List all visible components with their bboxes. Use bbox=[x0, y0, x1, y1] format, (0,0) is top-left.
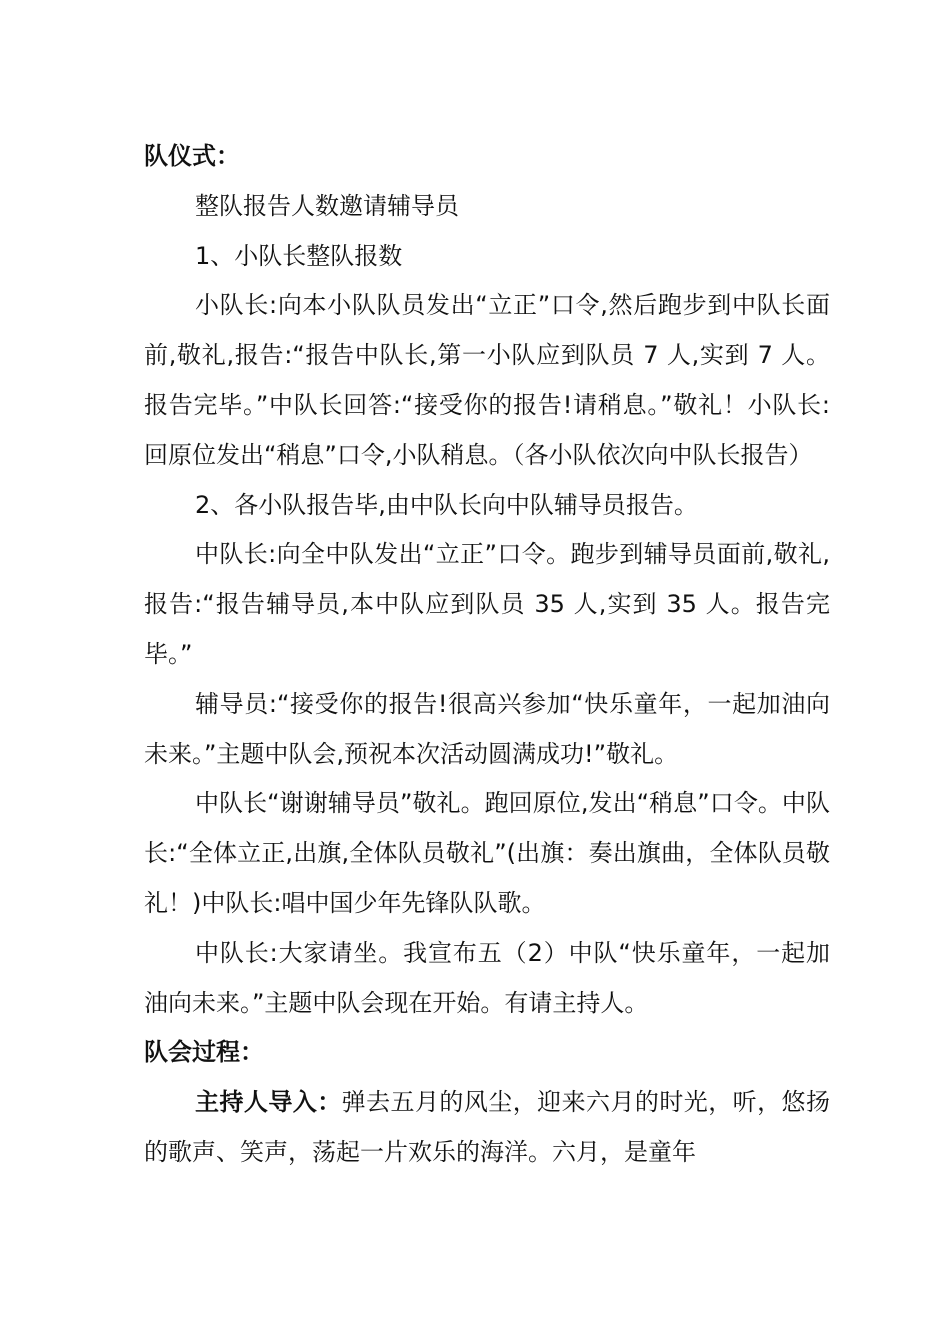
paragraph: 2、各小队报告毕,由中队长向中队辅导员报告。 bbox=[195, 490, 698, 519]
host-intro-text: 弹去五月的风尘，迎来六月的时光，听，悠扬的歌声、笑声，荡起一片欢乐的海洋。六月，是童年 bbox=[144, 1088, 830, 1166]
paragraph-host-intro bbox=[144, 1078, 830, 1178]
section-heading-ceremony: 队仪式： bbox=[144, 142, 240, 170]
paragraph: 1、小队长整队报数 bbox=[195, 241, 403, 270]
paragraph: 中队长:大家请坐。我宣布五（2）中队“快乐童年，一起加油向未来。”主题中队会现在开始。有请主持人。 bbox=[144, 938, 830, 1017]
host-intro-label: 主持人导入： bbox=[195, 1088, 342, 1117]
paragraph: 辅导员:“接受你的报告!很高兴参加“快乐童年，一起加油向未来。”主题中队会,预祝本次活动圆满成功!”敬礼。 bbox=[144, 689, 830, 768]
section-heading-process: 队会过程： bbox=[144, 1038, 264, 1067]
paragraph: 小队长:向本小队队员发出“立正”口令,然后跑步到中队长面前,敬礼,报告:“报告中队长,第一小队应到队员 7 人,实到 7 人。报告完毕。”中队长回答:“接受你的报告!请稍息。”敬礼！小队长:回原位发出“稍息”口令,小队稍息。（各小队依次向中队长报告） bbox=[144, 291, 830, 469]
paragraph: 中队长“谢谢辅导员”敬礼。跑回原位,发出“稍息”口令。中队长:“全体立正,出旗,全体队员敬礼”(出旗：奏出旗曲，全体队员敬礼！)中队长:唱中国少年先锋队队歌。 bbox=[144, 789, 830, 917]
paragraph: 整队报告人数邀请辅导员 bbox=[195, 191, 459, 220]
paragraph: 中队长:向全中队发出“立正”口令。跑步到辅导员面前,敬礼,报告:“报告辅导员,本中队应到队员 35 人,实到 35 人。报告完毕。” bbox=[144, 540, 830, 668]
